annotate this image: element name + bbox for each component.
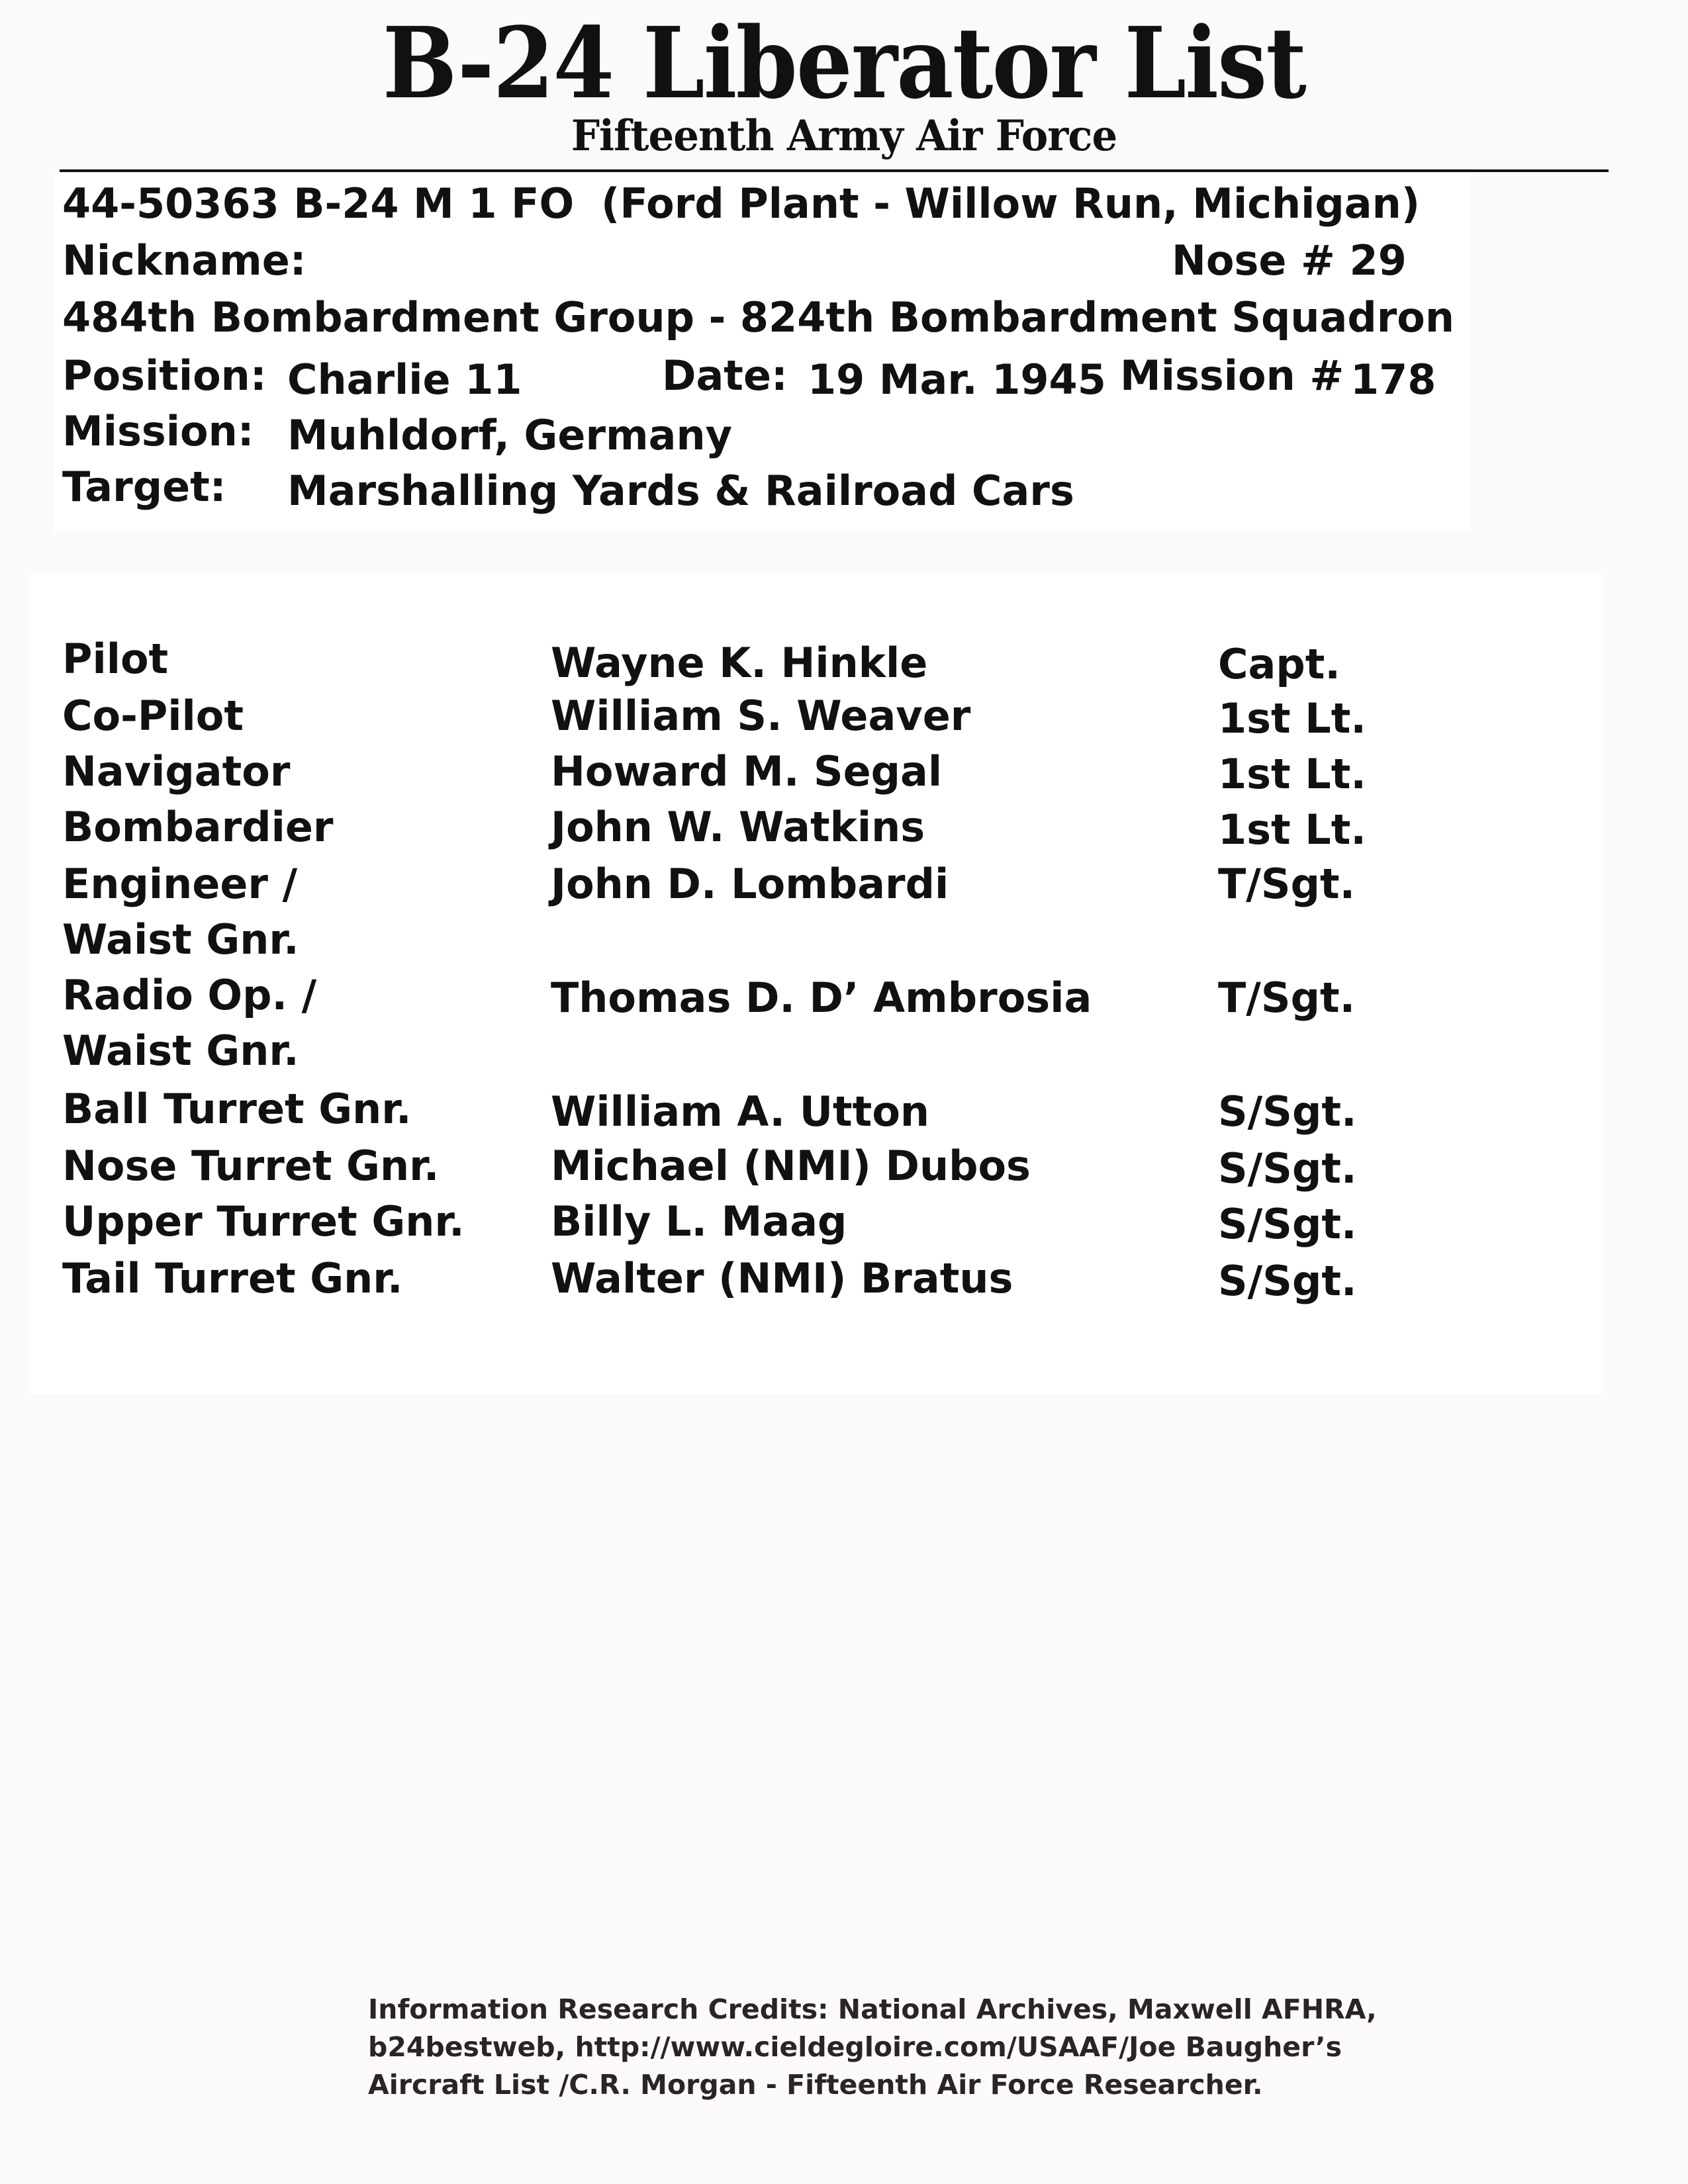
crew-role: Nose Turret Gnr.	[62, 1142, 440, 1190]
crew-role: Tail Turret Gnr.	[62, 1254, 403, 1302]
crew-rank: S/Sgt.	[1218, 1087, 1357, 1136]
crew-role-continued: Waist Gnr.	[62, 1026, 299, 1075]
nickname-label: Nickname:	[62, 236, 306, 285]
crew-name: William A. Utton	[551, 1087, 930, 1136]
serial-model: 44-50363 B-24 M 1 FO	[62, 179, 575, 228]
crew-role: Engineer /	[62, 860, 298, 908]
crew-name: Wayne K. Hinkle	[551, 639, 928, 687]
page-subtitle: Fifteenth Army Air Force	[571, 111, 1117, 161]
crew-name: William S. Weaver	[551, 692, 971, 740]
crew-rank: S/Sgt.	[1218, 1257, 1357, 1305]
crew-name: Walter (NMI) Bratus	[551, 1254, 1013, 1302]
date-value: 19 Mar. 1945	[808, 355, 1106, 404]
mission-label: Mission:	[62, 407, 254, 455]
crew-rank: Capt.	[1218, 640, 1340, 688]
mission-number-value: 178	[1350, 355, 1436, 404]
crew-role: Co-Pilot	[62, 692, 244, 740]
crew-rank: S/Sgt.	[1218, 1200, 1357, 1248]
position-value: Charlie 11	[287, 355, 522, 404]
mission-number-label: Mission #	[1120, 351, 1344, 400]
crew-name: Michael (NMI) Dubos	[551, 1142, 1031, 1190]
target-label: Target:	[62, 463, 226, 511]
crew-role: Ball Turret Gnr.	[62, 1085, 412, 1133]
research-credits	[368, 1991, 1560, 2104]
crew-rank: 1st Lt.	[1218, 750, 1366, 798]
crew-name: Howard M. Segal	[551, 747, 943, 796]
crew-rank: T/Sgt.	[1218, 860, 1356, 908]
crew-name: Billy L. Maag	[551, 1197, 847, 1246]
crew-name: John W. Watkins	[551, 803, 925, 851]
date-label: Date:	[662, 351, 788, 400]
crew-role-continued: Waist Gnr.	[62, 915, 299, 964]
target-value: Marshalling Yards & Railroad Cars	[287, 467, 1074, 515]
page-title: B-24 Liberator List	[382, 5, 1306, 120]
crew-role: Pilot	[62, 635, 169, 683]
position-label: Position:	[62, 351, 267, 400]
credits-line: b24bestweb, http://www.cieldegloire.com/USAAF/Joe Baugher’s	[368, 2031, 1342, 2063]
mission-value: Muhldorf, Germany	[287, 411, 733, 459]
crew-rank: S/Sgt.	[1218, 1144, 1357, 1193]
crew-name: John D. Lombardi	[551, 860, 949, 908]
nose-number: Nose # 29	[1172, 236, 1407, 285]
crew-role: Bombardier	[62, 803, 334, 851]
crew-role: Navigator	[62, 747, 291, 796]
credits-line: Aircraft List /C.R. Morgan - Fifteenth Air Force Researcher.	[368, 2069, 1263, 2101]
crew-role: Upper Turret Gnr.	[62, 1197, 465, 1246]
credits-line: Information Research Credits: National Archives, Maxwell AFHRA,	[368, 1993, 1377, 2025]
plant-location: (Ford Plant - Willow Run, Michigan)	[601, 179, 1421, 228]
crew-rank: 1st Lt.	[1218, 694, 1366, 743]
crew-role: Radio Op. /	[62, 971, 317, 1019]
crew-rank: T/Sgt.	[1218, 974, 1356, 1022]
header-divider	[60, 169, 1609, 172]
crew-name: Thomas D. D’ Ambrosia	[551, 974, 1092, 1022]
crew-rank: 1st Lt.	[1218, 805, 1366, 854]
unit-line: 484th Bombardment Group - 824th Bombardment Squadron	[62, 293, 1455, 341]
